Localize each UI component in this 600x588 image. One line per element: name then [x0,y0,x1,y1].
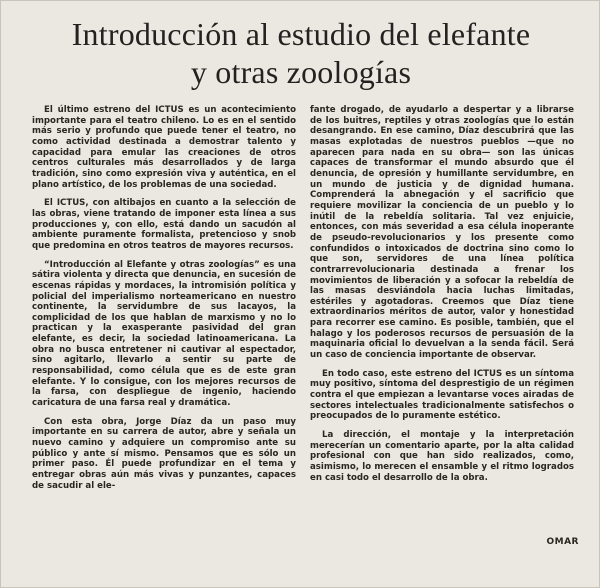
paragraph: El último estreno del ICTUS es un acontecimiento importante para el teatro chileno. Lo es en el sentido más serio y profundo que puede tener el teatro, no como actividad destinada a demostrar talento y capacidad para emular las creaciones de otros centros culturales más desarrollados y de larga tradición, sino como expresión viva y auténtica, en el plano artístico, de los problemas de una sociedad. [32,105,296,190]
paragraph: En todo caso, este estreno del ICTUS es un síntoma muy positivo, síntoma del desprestigio de un régimen contra el que empiezan a levantarse voces airadas de sectores intelectuales tradicionalmente satisfechos o preocupados de lo puramente estético. [310,368,574,422]
paragraph-continued: fante drogado, de ayudarlo a despertar y a librarse de los buitres, reptiles y otras zoologías que lo están desangrando. En ese camino, Díaz descubrirá que las masas explotadas de nuestros pueblos —que no aparecen para nada en su obra— son las únicas capaces de transformar el mundo absurdo que él denuncia, de opresión y humillante servidumbre, en un mundo de justicia y de dignidad humana. Comprenderá la abnegación y el sacrificio que requiere movilizar la conciencia de un pueblo y lo inútil de la rebeldía solitaria. Tal vez enjuicie, entonces, con más severidad a esa célula inoperante de pseudo-revolucionarios y los presente como confundidos o intoxicados de doctrina sino como lo que son, servidores de una línea política contrarrevolucionaria destinada a frenar los movimientos de liberación y a sofocar la rebeldía de las masas desviándola hacia luchas limitadas, estériles y agotadoras. Creemos que Díaz tiene extraordinarios méritos de autor, valor y honestidad para recorrer ese camino. Es posible, también, que el halago y los poderosos recursos de persuasión de la maquinaria oficial lo devuelvan a la senda fácil. Será un caso de conciencia importante de observar. [310,105,574,361]
right-column [310,105,574,491]
paragraph: Con esta obra, Jorge Díaz da un paso muy importante en su carrera de autor, abre y señala un nuevo camino y adquiere un compromiso ante su público y ante sí mismo. Pensamos que es sólo un primer paso. Él puede profundizar en el tema y entregar obras aún más vivas y punzantes, capaces de sacudir al ele- [32,416,296,491]
title-line-2: y otras zoologías [190,54,412,90]
paragraph: La dirección, el montaje y la interpretación merecerían un comentario aparte, por la alta calidad profesional con que han sido realizados, como, asimismo, lo merecen el ensamble y el ritmo logrados en casi todo el desarrollo de la obra. [310,430,574,483]
paragraph: El ICTUS, con altibajos en cuanto a la selección de las obras, viene tratando de imponer esta línea a sus producciones y, con ello, está dando un sacudón al ambiente puramente formalista, pretencioso y snob que predomina en otros teatros de mayores recursos. [32,198,296,251]
author-signature: OMAR [546,537,579,547]
left-column [32,105,296,499]
article-title [21,15,581,91]
paragraph: “Introducción al Elefante y otras zoologías” es una sátira violenta y directa que denuncia, en sucesión de escenas rápidas y mordaces, la intromisión política y policial del imperialismo norteamericano en nuestro continente, la servidumbre de sus lacayos, la complicidad de los que hablan de marxismo y no lo practican y la exasperante pasividad del gran elefante, es decir, la sociedad latinoamericana. La obra no busca entretener ni cautivar al espectador, sino agitarlo, llevarlo a sentir su parte de responsabilidad, como célula que es de este gran elefante. Y lo consigue, con los mejores recursos de la farsa, con despliegue de ingenio, haciendo caricatura de una farsa real y dramática. [32,259,296,409]
title-line-1: Introducción al estudio del elefante [71,16,531,52]
